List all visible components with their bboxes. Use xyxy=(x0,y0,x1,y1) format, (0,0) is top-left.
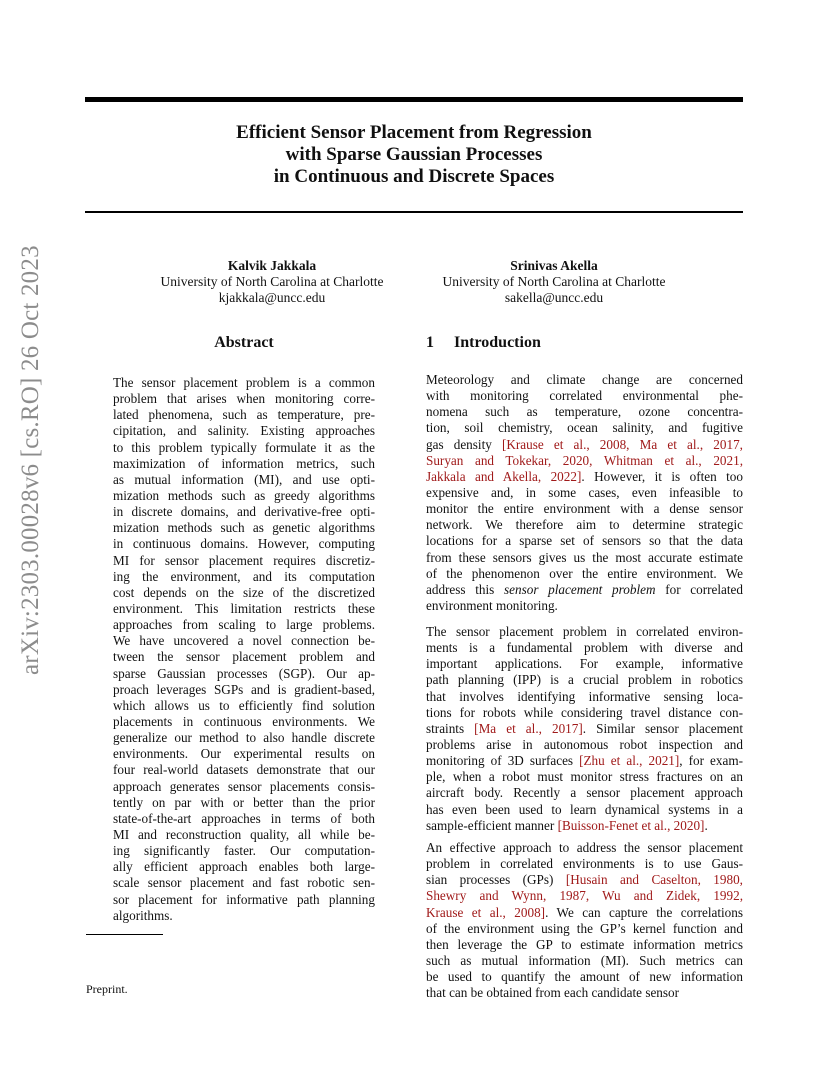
paragraph-line xyxy=(426,721,743,737)
text-run: nomena such as temperature, ozone concentra- xyxy=(426,404,743,420)
abstract-line: mization methods such as genetic algorithms xyxy=(113,520,375,536)
paragraph-line xyxy=(426,672,743,688)
abstract-line: mization methods such as greedy algorithms xyxy=(113,487,375,503)
emphasis-text: sensor placement problem xyxy=(504,581,656,597)
title-line: in Continuous and Discrete Spaces xyxy=(273,166,555,187)
abstract-line: approaches from scaling to large problems. xyxy=(113,617,375,633)
abstract-line: lated phenomena, such as temperature, pre- xyxy=(113,407,375,423)
text-run: The sensor placement problem in correlated environ- xyxy=(426,624,743,639)
paragraph-line xyxy=(426,624,743,640)
text-run: . xyxy=(704,817,708,833)
abstract-line: environment. This limitation restricts these xyxy=(113,600,375,616)
author-name: Srinivas Akella xyxy=(510,258,598,273)
text-run xyxy=(592,453,603,468)
intro-paragraph-3 xyxy=(426,840,743,1001)
abstract-line: proach leverages SGPs and is gradient-based, xyxy=(113,681,375,697)
text-run: be used to quantify the amount of new information xyxy=(426,969,743,985)
title-top-rule xyxy=(85,97,743,102)
text-run: for correlated xyxy=(655,581,743,597)
footnote-rule xyxy=(86,934,163,935)
paragraph-line xyxy=(426,921,743,937)
paragraph-line xyxy=(426,802,743,818)
text-run: gas density xyxy=(426,436,502,452)
abstract-line: tently on par with or better than the prior xyxy=(113,794,375,810)
paragraph-line xyxy=(426,485,743,501)
author-block-1 xyxy=(130,258,414,306)
paragraph-line xyxy=(426,753,743,769)
intro-paragraph-1 xyxy=(426,372,743,614)
abstract-line: problem that arises when monitoring corre- xyxy=(113,391,375,407)
text-run: . We can capture the correlations xyxy=(545,904,743,920)
abstract-line: cost depends on the size of the discretized xyxy=(113,584,375,600)
paragraph-line xyxy=(426,969,743,985)
text-run: problems arise in autonomous robot inspection and xyxy=(426,736,743,752)
abstract-line: scale sensor placement and fast robotic sen- xyxy=(113,875,375,891)
paragraph-line xyxy=(426,372,743,388)
text-run: environment monitoring. xyxy=(426,597,558,613)
citation-link[interactable]: [Buisson-Fenet et al., 2020] xyxy=(557,817,705,833)
intro-paragraph-2 xyxy=(426,624,743,834)
paragraph-line xyxy=(426,640,743,656)
text-run: ments is a fundamental problem with diverse and xyxy=(426,640,743,656)
text-run: expensive and, in some cases, even infeasible to xyxy=(426,484,743,500)
paragraph-line xyxy=(426,705,743,721)
paragraph-line xyxy=(426,388,743,404)
citation-link[interactable]: [Zhu et al., 2021] xyxy=(579,753,680,769)
paragraph-line xyxy=(426,501,743,517)
abstract-line: algorithms. xyxy=(113,907,173,923)
text-run: network. We therefore aim to determine strategic xyxy=(426,517,743,533)
paragraph-line xyxy=(426,550,743,566)
text-run xyxy=(589,888,602,903)
paragraph-line xyxy=(426,533,743,549)
text-run: An effective approach to address the sensor placement xyxy=(426,840,743,855)
abstract-line: maximization of information metrics, such xyxy=(113,455,375,471)
text-run: that can be obtained from each candidate sensor xyxy=(426,985,680,1001)
paragraph-line xyxy=(426,985,743,1001)
abstract-line: four real-world datasets demonstrate that our xyxy=(113,762,375,778)
text-run: address this xyxy=(426,581,505,597)
abstract-line: ally efficient approach enables both large- xyxy=(113,859,375,875)
text-run: . Similar sensor placement xyxy=(582,720,743,736)
text-run: sample-efficient manner xyxy=(426,817,558,833)
abstract-line: cipitation, and salinity. Existing approaches xyxy=(113,423,375,439)
citation-link[interactable]: [Ma et al., 2017] xyxy=(474,720,583,736)
text-run: has even been used to learn dynamical systems in a xyxy=(426,801,743,817)
paragraph-line xyxy=(426,404,743,420)
citation-link[interactable]: Whitman et al., 2021, xyxy=(603,452,743,468)
author-affiliation: University of North Carolina at Charlotte xyxy=(442,274,666,289)
footnote-preprint: Preprint. xyxy=(86,982,128,996)
citation-link[interactable]: Suryan and Tokekar, 2020, xyxy=(426,452,593,468)
author-block-2 xyxy=(412,258,696,306)
paragraph-line xyxy=(426,785,743,801)
citation-link[interactable]: Jakkala and Akella, 2022] xyxy=(426,468,582,484)
abstract-line: MI and reconstruction quality, all while be- xyxy=(113,826,375,842)
paragraph-line xyxy=(426,469,743,485)
abstract-line: approach generates sensor placements consis- xyxy=(113,778,375,794)
paragraph-line xyxy=(426,566,743,582)
abstract-line: as mutual information (MI), and use opti- xyxy=(113,471,375,487)
section-title: Introduction xyxy=(454,334,541,351)
text-run: straints xyxy=(426,720,475,736)
abstract-line: in continuous domains. However, computing xyxy=(113,536,375,552)
paragraph-line xyxy=(426,818,743,834)
paragraph-line xyxy=(426,582,743,598)
citation-link[interactable]: Krause et al., 2008] xyxy=(426,904,546,920)
abstract-line: ing significantly faster. Our computation- xyxy=(113,843,375,859)
text-run: , for exam- xyxy=(679,753,743,769)
paragraph-line xyxy=(426,420,743,436)
abstract-line: placements in continuous environments. We xyxy=(113,713,375,729)
author-name: Kalvik Jakkala xyxy=(227,258,317,273)
text-run: Meteorology and climate change are concerned xyxy=(426,372,743,387)
abstract-line: sor placement for informative path planning xyxy=(113,891,375,907)
text-run: with monitoring correlated environmental phe- xyxy=(426,388,743,404)
abstract-line: ing the environment, and its computation xyxy=(113,568,375,584)
paragraph-line xyxy=(426,872,743,888)
paragraph-line xyxy=(426,689,743,705)
text-run: tions for robots while considering travel distance con- xyxy=(426,704,743,720)
author-affiliation: University of North Carolina at Charlotte xyxy=(160,274,384,289)
text-run: such as mutual information (MI). Such metrics can xyxy=(426,952,743,968)
paragraph-line xyxy=(426,888,743,904)
text-run: locations for a sparse set of sensors so that the data xyxy=(426,533,743,549)
text-run: of the environment using the GP’s kernel function and xyxy=(426,920,743,936)
title-line: with Sparse Gaussian Processes xyxy=(285,144,543,165)
paragraph-line xyxy=(426,656,743,672)
text-run: monitoring of 3D surfaces xyxy=(426,753,580,769)
abstract-line: in discrete domains, and derivative-free opti- xyxy=(113,504,375,520)
paragraph-line xyxy=(426,905,743,921)
abstract-line: which allows us to efficiently find solution xyxy=(113,697,375,713)
paragraph-line xyxy=(426,840,743,856)
text-run: problem in correlated environments is to use Gaus- xyxy=(426,856,743,872)
abstract-body xyxy=(113,375,375,924)
text-run: ple, when a robot must monitor stress fractures on an xyxy=(426,769,743,785)
abstract-line: sparse Gaussian processes (SGP). Our ap- xyxy=(113,665,375,681)
citation-link[interactable]: Shewry and Wynn, 1987, xyxy=(426,888,590,904)
paragraph-line xyxy=(426,598,743,614)
text-run: important applications. For example, informative xyxy=(426,656,743,672)
paragraph-line xyxy=(426,453,743,469)
text-run: aircraft body. Recently a sensor placement approach xyxy=(426,785,743,801)
arxiv-stamp: arXiv:2303.00028v6 [cs.RO] 26 Oct 2023 xyxy=(17,245,44,675)
abstract-line: to this problem typically formulate it as the xyxy=(113,439,375,455)
text-run xyxy=(629,437,639,452)
abstract-line: tween the sensor placement problem and xyxy=(113,649,375,665)
text-run: then leverage the GP to estimate information metrics xyxy=(426,936,743,952)
paragraph-line xyxy=(426,737,743,753)
paragraph-line xyxy=(426,437,743,453)
abstract-heading: Abstract xyxy=(214,334,274,351)
paragraph-line xyxy=(426,953,743,969)
title-bottom-rule xyxy=(85,211,743,213)
abstract-line: We have uncovered a novel connection be- xyxy=(113,633,375,649)
text-run: that involves identifying informative sensing loca- xyxy=(426,688,743,704)
text-run: . However, it is often too xyxy=(581,468,743,484)
citation-link[interactable]: Ma et al., 2017, xyxy=(639,436,743,452)
citation-link[interactable]: [Husain and Caselton, 1980, xyxy=(565,872,743,888)
text-run: monitor the entire environment with a dense sensor xyxy=(426,501,743,517)
citation-link[interactable]: [Krause et al., 2008, xyxy=(501,436,630,452)
paragraph-line xyxy=(426,517,743,533)
paragraph-line xyxy=(426,937,743,953)
text-run: sian processes (GPs) xyxy=(426,872,566,888)
paragraph-line xyxy=(426,856,743,872)
author-email: sakella@uncc.edu xyxy=(504,290,604,305)
author-email: kjakkala@uncc.edu xyxy=(218,290,326,305)
section-number: 1 xyxy=(426,334,434,351)
section-heading xyxy=(426,334,541,352)
title-line: Efficient Sensor Placement from Regression xyxy=(236,122,592,143)
abstract-line: generalize our method to also handle discrete xyxy=(113,730,375,746)
abstract-line: state-of-the-art approaches in terms of both xyxy=(113,810,375,826)
abstract-line: MI for sensor placement requires discretiz- xyxy=(113,552,375,568)
text-run: from these sensors gives us the most accurate estimate xyxy=(426,549,743,565)
text-run: path planning (IPP) is a crucial problem in robotics xyxy=(426,672,743,688)
paragraph-line xyxy=(426,769,743,785)
text-run: of the phenomenon over the entire environment. We xyxy=(426,565,743,581)
paper-title xyxy=(100,122,728,188)
abstract-line: environments. Our experimental results on xyxy=(113,746,375,762)
text-run: tion, soil chemistry, ocean salinity, and fugitive xyxy=(426,420,743,436)
citation-link[interactable]: Wu and Zidek, 1992, xyxy=(602,888,743,904)
abstract-line: The sensor placement problem is a common xyxy=(113,375,375,390)
